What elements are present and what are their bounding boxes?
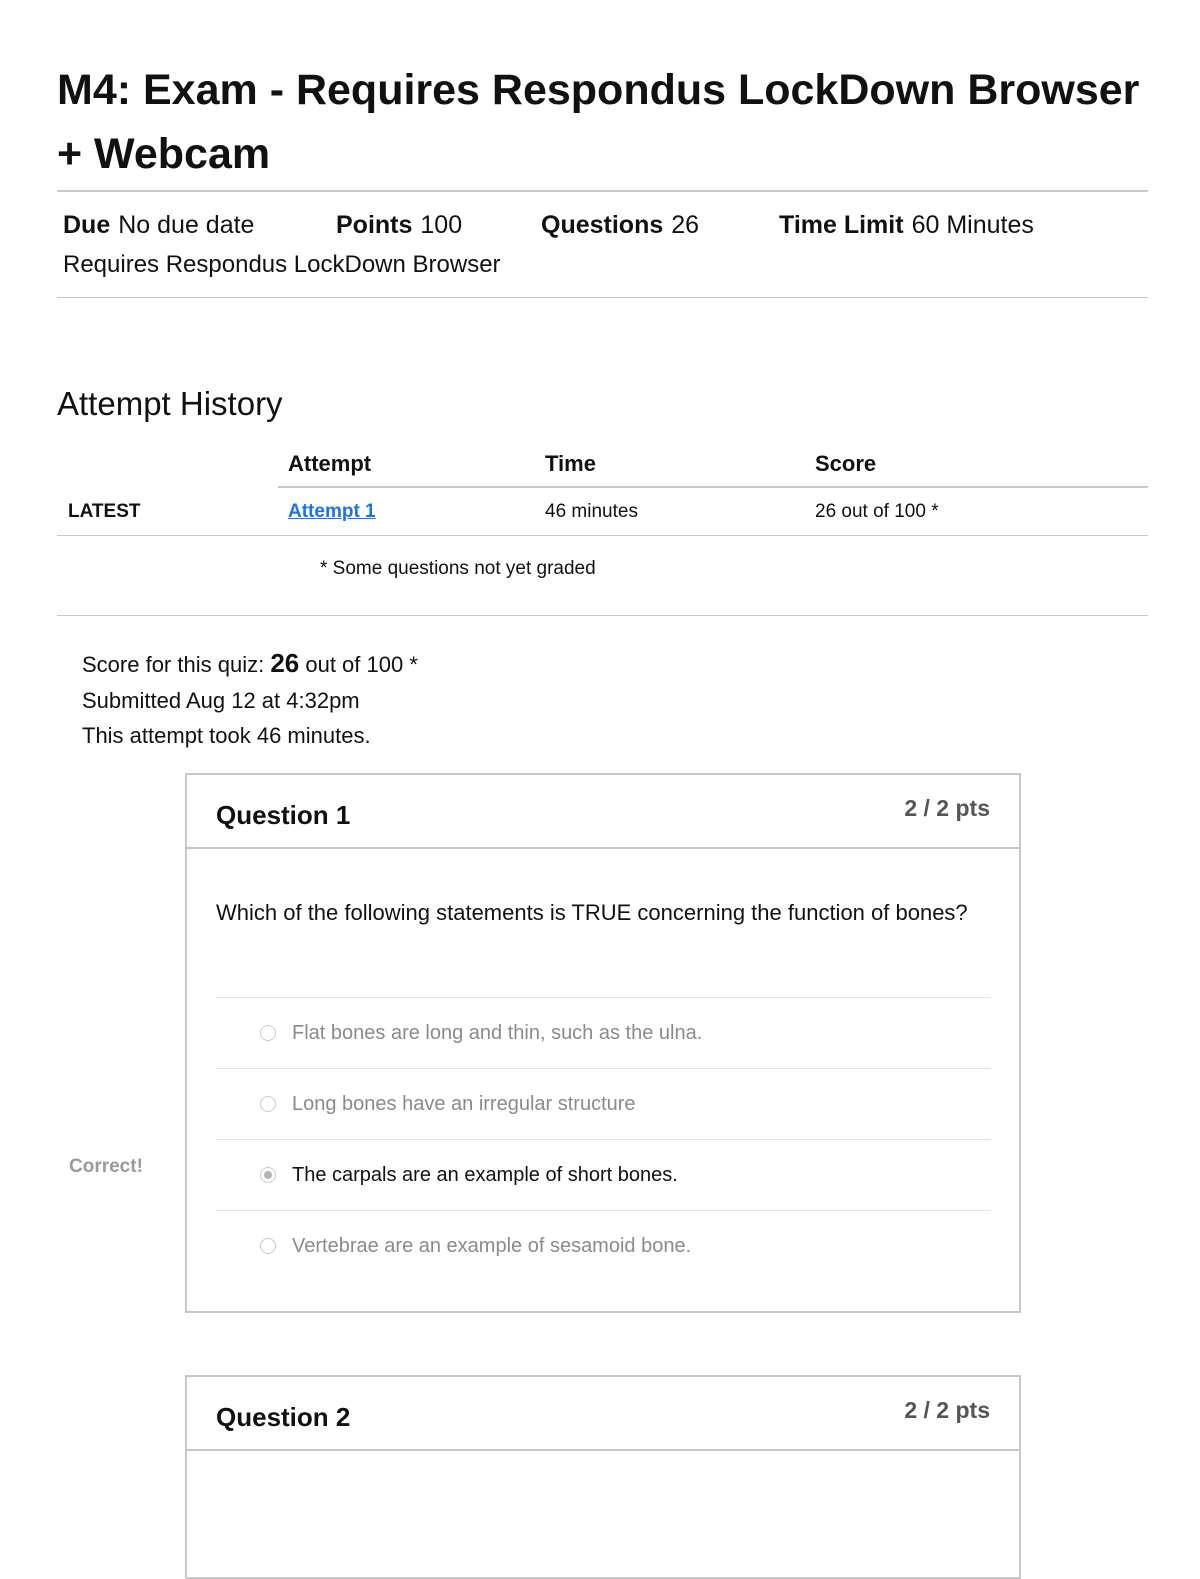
attempt-1-link[interactable]: Attempt 1 (288, 501, 376, 522)
divider (57, 190, 1148, 192)
answer-option (216, 1210, 991, 1281)
questions-value: 26 (671, 211, 700, 239)
answer-option (216, 1068, 991, 1139)
time-limit-info (779, 208, 1034, 242)
questions-info (541, 208, 699, 242)
page-title: M4: Exam - Requires Respondus LockDown Browser + Webcam (57, 66, 1140, 178)
table-header-rule (278, 486, 1148, 488)
points-value: 100 (420, 211, 463, 239)
answer-option (216, 997, 991, 1068)
time-limit-value: 60 Minutes (911, 211, 1034, 239)
submitted-time: Submitted Aug 12 at 4:32pm (82, 688, 360, 713)
column-header-attempt: Attempt (288, 451, 372, 476)
score-suffix: out of 100 * (305, 652, 418, 677)
question-points: 2 / 2 pts (904, 1397, 990, 1423)
column-header-score: Score (815, 451, 877, 476)
due-info (63, 208, 254, 242)
radio-button (260, 1025, 276, 1041)
radio-button-selected (260, 1167, 276, 1183)
divider (57, 615, 1148, 616)
attempt-history-title: Attempt History (57, 385, 283, 422)
column-header-time: Time (545, 451, 596, 476)
divider (57, 535, 1148, 536)
latest-badge: LATEST (68, 501, 141, 522)
answer-text: Vertebrae are an example of sesamoid bone. (292, 1235, 692, 1257)
points-label: Points (336, 211, 413, 239)
question-header (187, 775, 1019, 849)
grading-note: * Some questions not yet graded (320, 558, 596, 579)
question-points: 2 / 2 pts (904, 795, 990, 821)
due-label: Due (63, 211, 111, 239)
question-text: Which of the following statements is TRUE concerning the function of bones? (216, 900, 968, 925)
answer-text: Long bones have an irregular structure (292, 1093, 636, 1115)
time-limit-label: Time Limit (779, 211, 904, 239)
attempt-time: 46 minutes (545, 501, 638, 522)
radio-button (260, 1238, 276, 1254)
lockdown-note: Requires Respondus LockDown Browser (63, 251, 501, 278)
question-card (185, 773, 1021, 1313)
question-title: Question 2 (216, 1402, 351, 1432)
answer-text: Flat bones are long and thin, such as the ulna. (292, 1022, 703, 1044)
attempt-duration: This attempt took 46 minutes. (82, 723, 371, 748)
answer-option-selected (216, 1139, 991, 1210)
attempt-score: 26 out of 100 * (815, 501, 939, 522)
radio-button (260, 1096, 276, 1112)
divider (57, 297, 1148, 298)
quiz-score (82, 648, 418, 680)
points-info (336, 208, 462, 242)
score-prefix: Score for this quiz: (82, 652, 265, 677)
questions-label: Questions (541, 211, 664, 239)
question-header (187, 1377, 1019, 1451)
correct-feedback: Correct! (69, 1156, 143, 1177)
due-value: No due date (118, 211, 255, 239)
question-title: Question 1 (216, 800, 351, 830)
question-card (185, 1375, 1021, 1579)
score-value: 26 (270, 648, 300, 678)
answer-list (216, 997, 991, 1281)
answer-text: The carpals are an example of short bones. (292, 1164, 678, 1186)
